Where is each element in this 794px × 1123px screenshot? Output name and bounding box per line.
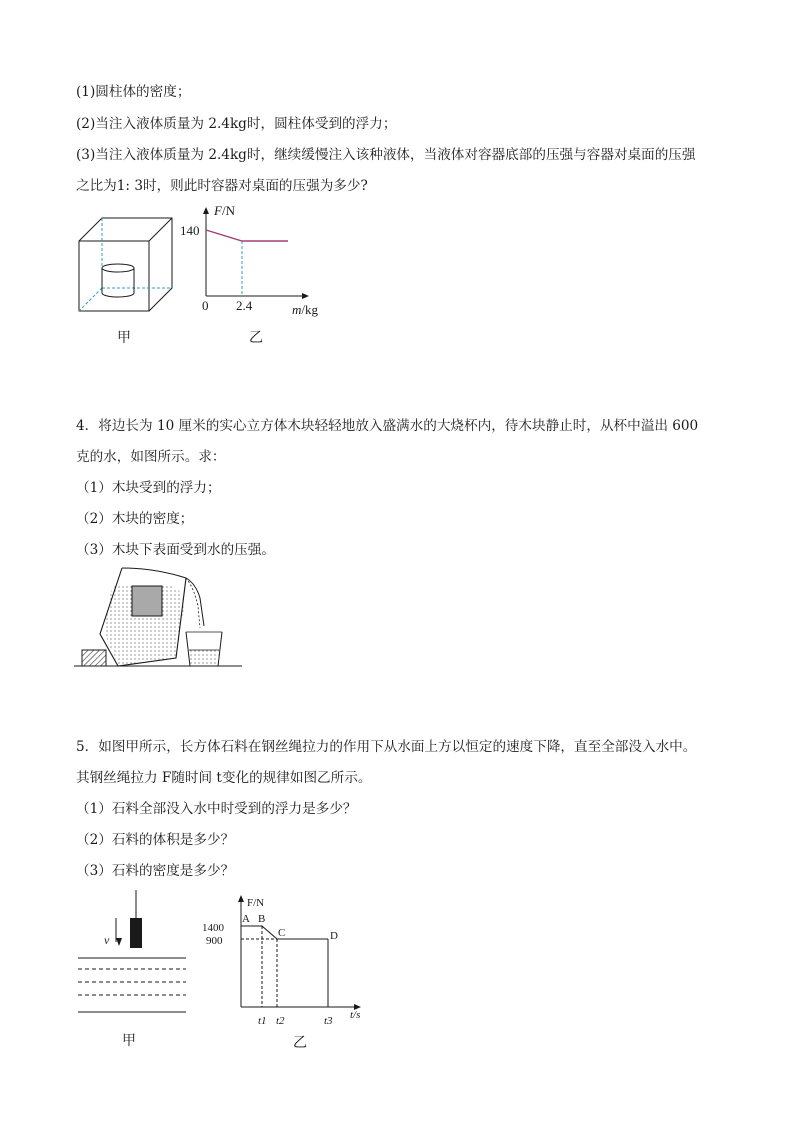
y-axis-label: F/N xyxy=(247,897,265,909)
point-c: C xyxy=(278,927,286,939)
q5-stem-line-1: 5．如图甲所示，长方体石料在钢丝绳拉力的作用下从水面上方以恒定的速度下降，直至全部没入水中。 xyxy=(76,739,697,755)
q4-part-2: （2）木块的密度； xyxy=(76,511,194,527)
q3-figure-jia xyxy=(76,212,176,317)
y-tick-1400: 1400 xyxy=(202,922,224,934)
q5-caption-yi: 乙 xyxy=(293,1035,307,1051)
q5-part-3: （3）石料的密度是多少？ xyxy=(76,863,235,879)
x-axis-label: t/s xyxy=(350,1009,361,1021)
q3-part-3-line-2: 之比为1: 3时，则此时容器对桌面的压强为多少? xyxy=(76,178,368,194)
x-tick-t3: t3 xyxy=(324,1015,333,1027)
q5-figure-yi-graph xyxy=(200,890,370,1032)
y-tick-900: 900 xyxy=(206,935,223,947)
origin-label: 0 xyxy=(202,298,209,313)
y-axis-label: F/N xyxy=(214,203,235,218)
q4-figure-overflow-beaker xyxy=(74,562,244,672)
force-curve xyxy=(206,230,288,241)
q3-part-1: (1)圆柱体的密度； xyxy=(76,84,191,100)
q5-part-2: （2）石料的体积是多少？ xyxy=(76,832,235,848)
water-stream xyxy=(186,578,200,628)
q3-part-3-line-1: (3)当注入液体质量为 2.4kg时，继续缓慢注入该种液体，当液体对容器底部的压强与容器对桌面的压强 xyxy=(76,147,696,163)
q3-part-2: (2)当注入液体质量为 2.4kg时，圆柱体受到的浮力； xyxy=(76,116,397,132)
point-d: D xyxy=(330,930,338,942)
stone-block xyxy=(130,918,142,948)
guide-lines xyxy=(241,926,277,1007)
q3-figure-yi-graph xyxy=(176,200,336,320)
x-tick-t2: t2 xyxy=(276,1015,285,1027)
x-axis-label: m/kg xyxy=(292,302,319,317)
overflow-water xyxy=(189,650,219,665)
point-b: B xyxy=(258,913,266,925)
q3-caption-jia: 甲 xyxy=(117,330,131,346)
water-lines xyxy=(78,969,186,995)
x-tick-t1: t1 xyxy=(258,1015,267,1027)
y-tick-140: 140 xyxy=(180,223,200,238)
q5-caption-jia: 甲 xyxy=(122,1033,136,1049)
q4-part-1: （1）木块受到的浮力； xyxy=(76,480,221,496)
q4-stem-line-2: 克的水，如图所示。求： xyxy=(76,449,226,465)
q3-caption-yi: 乙 xyxy=(249,330,263,346)
q4-stem-line-1: 4．将边长为 10 厘米的实心立方体木块轻轻地放入盛满水的大烧杯内，待木块静止时，从杯中溢出 600 xyxy=(76,418,699,434)
velocity-label: v xyxy=(104,933,110,947)
q4-part-3: （3）木块下表面受到水的压强。 xyxy=(76,542,275,558)
wedge-block xyxy=(82,650,106,666)
x-tick-2-4: 2.4 xyxy=(236,298,253,313)
q5-part-1: （1）石料全部没入水中时受到的浮力是多少？ xyxy=(76,801,357,817)
q5-stem-line-2: 其钢丝绳拉力 F随时间 t变化的规律如图乙所示。 xyxy=(76,770,372,786)
point-a: A xyxy=(242,913,250,925)
wood-block xyxy=(132,586,162,616)
cylinder xyxy=(102,264,134,297)
q5-figure-jia xyxy=(76,888,192,1020)
